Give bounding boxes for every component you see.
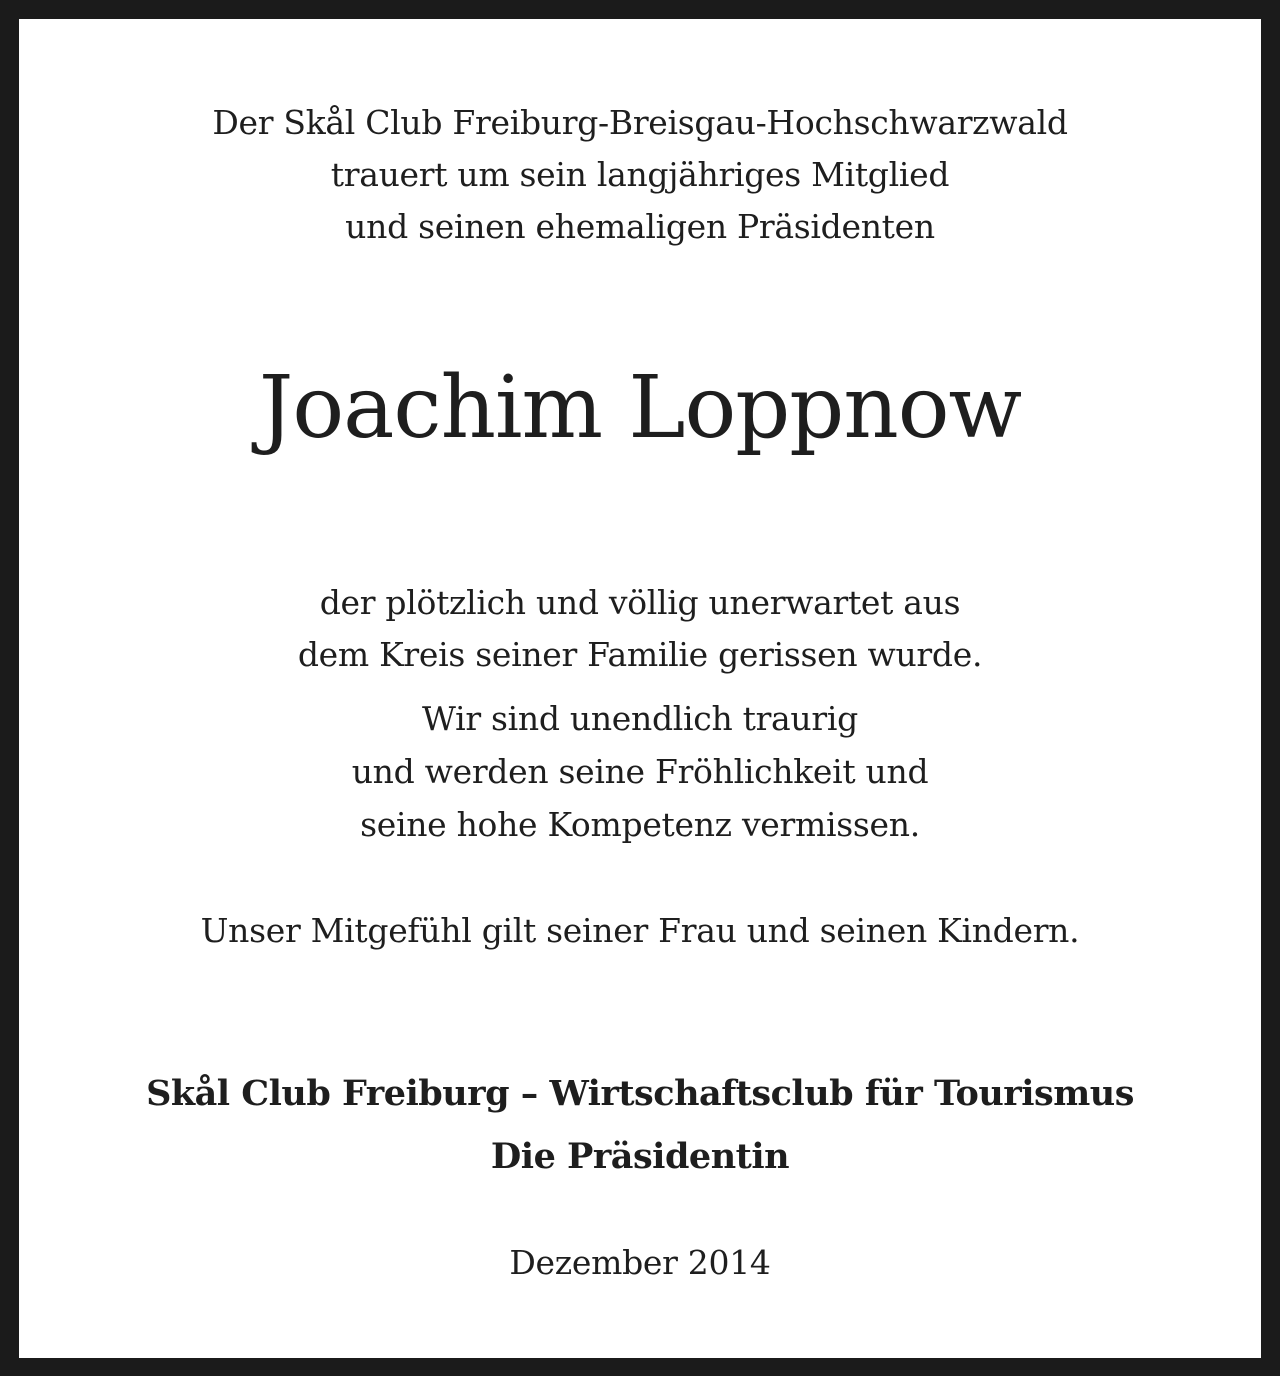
signature-organization: Skål Club Freiburg – Wirtschaftsclub für Tourismus [146, 1073, 1134, 1114]
condolence-line: Unser Mitgefühl gilt seiner Frau und seinen Kindern. [200, 911, 1080, 950]
message-line-3: Wir sind unendlich traurig [422, 699, 858, 738]
intro-line-2: trauert um sein langjähriges Mitglied [330, 155, 950, 194]
message-line-4: und werden seine Fröhlichkeit und [351, 752, 929, 791]
message-line-2: dem Kreis seiner Familie gerissen wurde. [297, 635, 983, 674]
signature-role: Die Präsidentin [490, 1136, 790, 1177]
obituary-notice [19, 19, 1261, 1358]
notice-date: Dezember 2014 [509, 1243, 771, 1282]
message-line-5: seine hohe Kompetenz vermissen. [360, 805, 920, 844]
message-line-1: der plötzlich und völlig unerwartet aus [319, 583, 961, 622]
intro-line-1: Der Skål Club Freiburg-Breisgau-Hochschwarzwald [212, 103, 1068, 142]
deceased-name: Joachim Loppnow [258, 358, 1022, 458]
intro-line-3: und seinen ehemaligen Präsidenten [345, 207, 935, 246]
